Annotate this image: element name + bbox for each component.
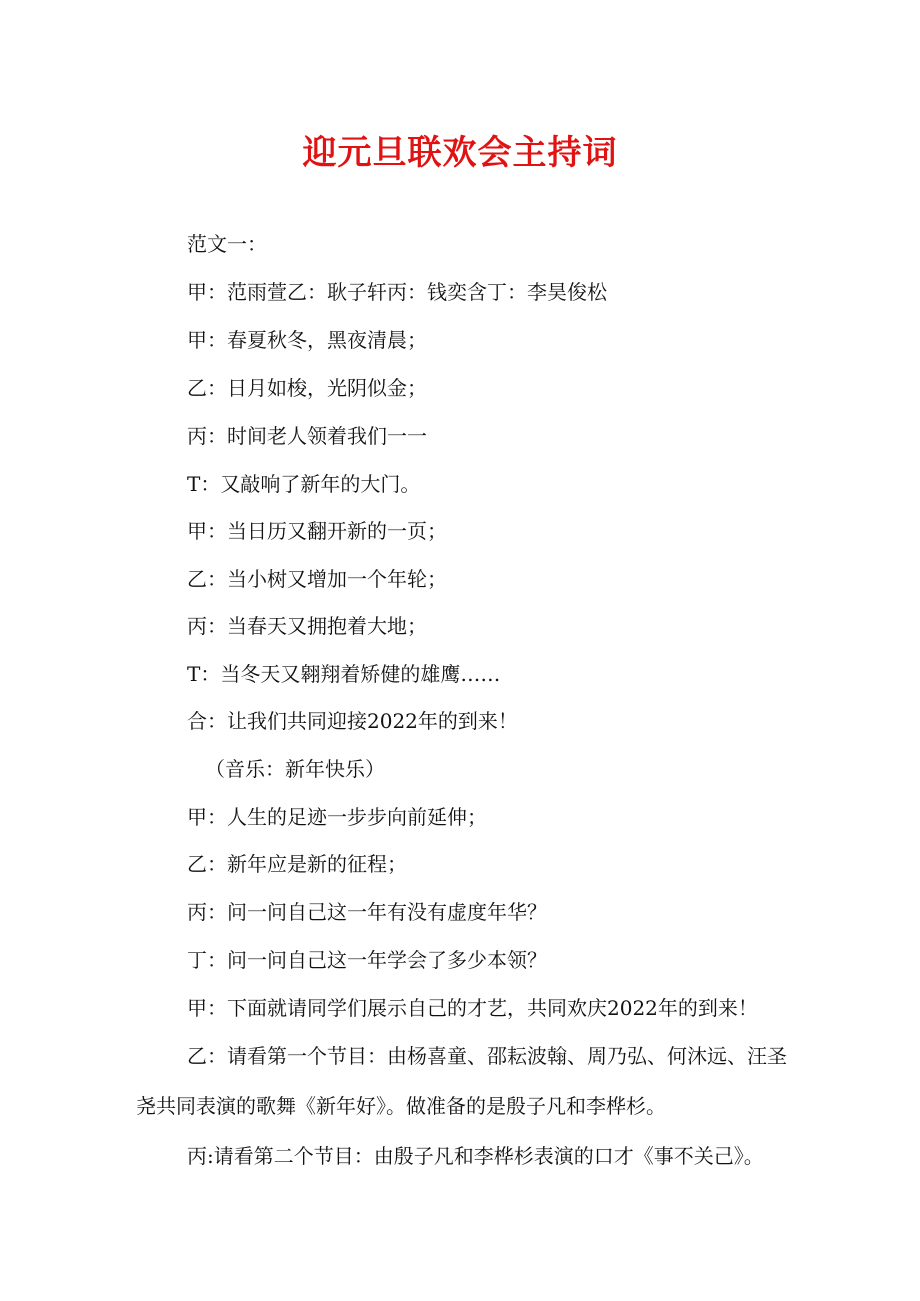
text-line: 丙：当春天又拥抱着大地； <box>187 614 427 638</box>
text-line: 甲：春夏秋冬，黑夜清晨； <box>187 328 427 352</box>
text-line: 丙：问一问自己这一年有没有虚度年华？ <box>187 900 547 924</box>
text-line: （音乐：新年快乐） <box>205 757 385 781</box>
text-line: 甲：范雨萱乙：耿子轩丙：钱奕含丁：李昊俊松 <box>187 280 607 304</box>
text-line: T：又敲响了新年的大门。 <box>187 472 421 496</box>
text-line: 丙：时间老人领着我们一一 <box>187 424 427 448</box>
text-line: 乙：日月如梭，光阴似金； <box>187 376 427 400</box>
document-title: 迎元旦联欢会主持词 <box>302 133 618 173</box>
text-line: 乙：请看第一个节目：由杨喜童、邵耘波翰、周乃弘、何沐远、汪圣 <box>187 1044 787 1068</box>
text-line: 乙：当小树又增加一个年轮； <box>187 567 447 591</box>
text-line: 尧共同表演的歌舞《新年好》。做准备的是殷子凡和李桦杉。 <box>136 1094 666 1118</box>
text-line: T：当冬天又翱翔着矫健的雄鹰…… <box>187 662 501 686</box>
text-line: 合：让我们共同迎接2022年的到来！ <box>187 709 518 733</box>
text-line: 范文一： <box>187 232 267 256</box>
text-line: 乙：新年应是新的征程； <box>187 852 407 876</box>
text-line: 丙:请看第二个节目：由殷子凡和李桦杉表演的口才《事不关己》。 <box>187 1144 764 1168</box>
text-line: 甲：当日历又翻开新的一页； <box>187 519 447 543</box>
text-line: 甲：下面就请同学们展示自己的才艺，共同欢庆2022年的到来！ <box>187 996 758 1020</box>
text-line: 丁：问一问自己这一年学会了多少本领？ <box>187 948 547 972</box>
text-line: 甲：人生的足迹一步步向前延伸； <box>187 805 487 829</box>
